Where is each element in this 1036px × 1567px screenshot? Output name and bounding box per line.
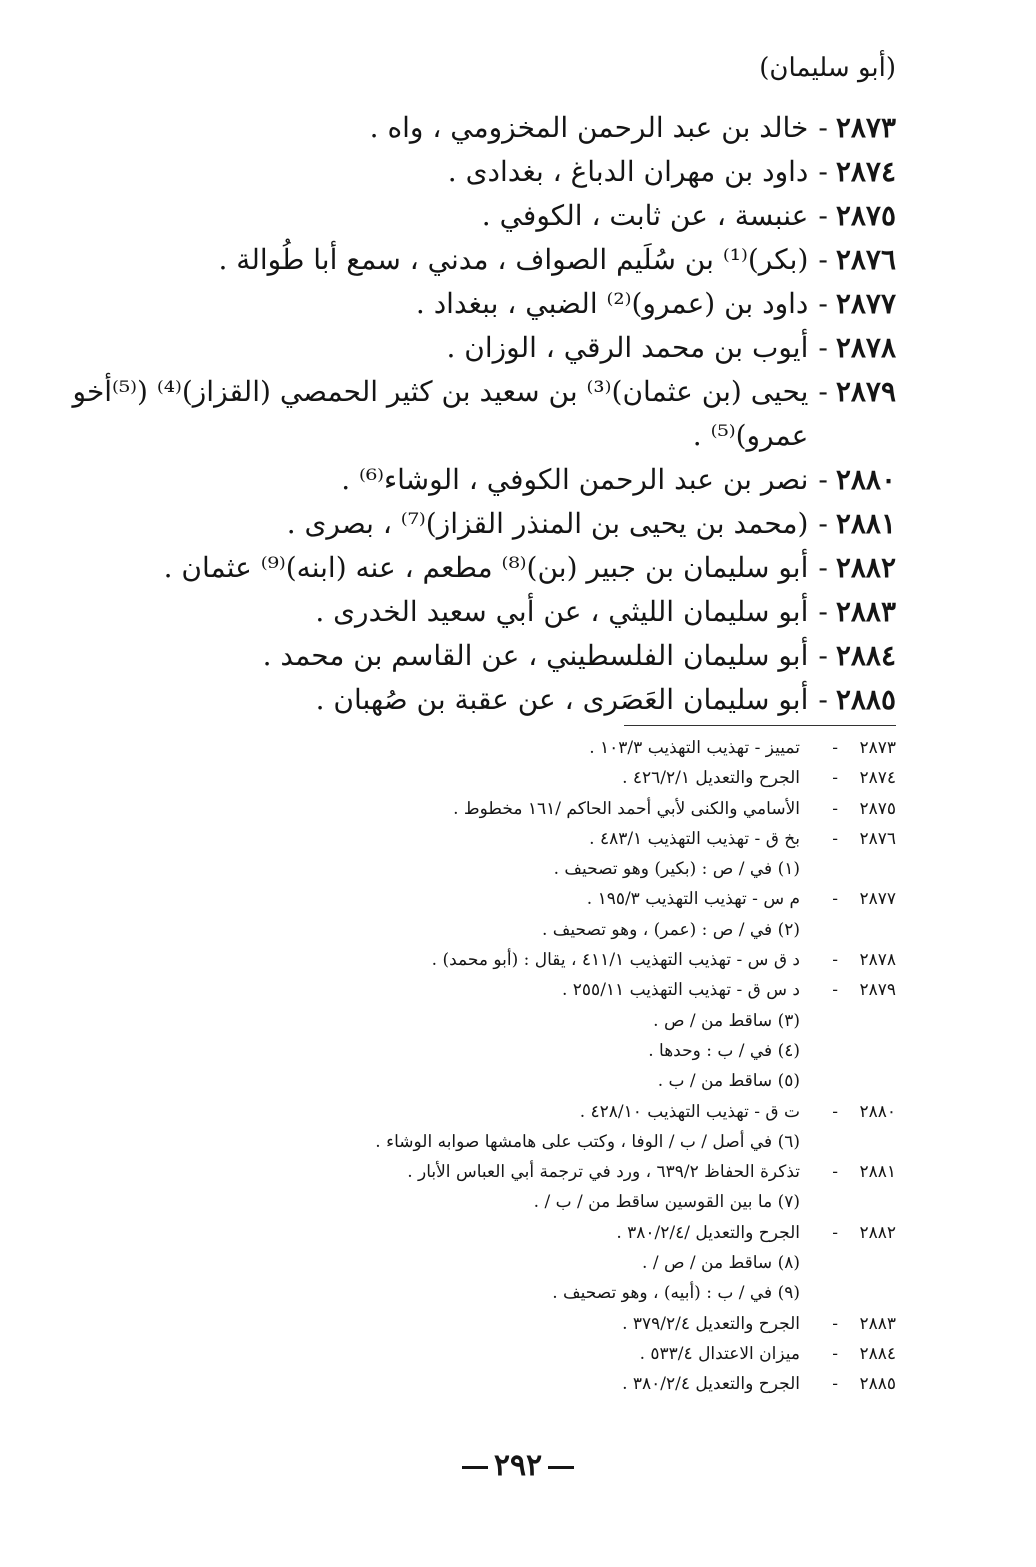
reference-note — [136, 1097, 896, 1127]
footnote-text: (٦) في أصل / ب / الوفا ، وكتب على هامشها صوابه الوشاء . — [375, 1131, 800, 1152]
note-number: ٢٨٨٤ — [859, 1343, 896, 1364]
note-text: تمييز - تهذيب التهذيب ١٠٣/٣ . — [589, 738, 800, 758]
note-dash: - — [832, 1101, 838, 1122]
footnote-text: (٣) ساقط من / ص . — [653, 1010, 800, 1031]
entry-number: ٢٨٧٤ — [835, 155, 896, 188]
footnote — [136, 1036, 896, 1066]
note-dash: - — [832, 1162, 838, 1183]
note-dash: - — [832, 1343, 838, 1364]
note-number: ٢٨٨٥ — [859, 1374, 896, 1395]
reference-note — [136, 794, 896, 824]
note-text: الجرح والتعديل /٣٨٠/٢/٤ . — [616, 1222, 800, 1243]
note-dash: - — [832, 1313, 838, 1334]
entry — [36, 282, 896, 326]
entry-number: ٢٨٧٥ — [835, 199, 896, 232]
entry-text: أيوب بن محمد الرقي ، الوزان . — [446, 331, 809, 364]
reference-note — [136, 884, 896, 914]
reference-note — [136, 1218, 896, 1248]
reference-note — [136, 1309, 896, 1339]
footnote — [136, 1066, 896, 1096]
reference-note — [136, 824, 896, 854]
footnote-text: (٢) في / ص : (عمر) ، وهو تصحيف . — [542, 919, 800, 940]
footnote-text: (١) في / ص : (بكير) وهو تصحيف . — [553, 859, 800, 880]
entry — [36, 106, 896, 150]
entry — [36, 150, 896, 194]
footnote — [136, 1006, 896, 1036]
entry — [36, 590, 896, 634]
entry-text: يحيى (بن عثمان)⁽³⁾ بن سعيد بن كثير الحمصي (القزاز)⁽⁴⁾ (⁽⁵⁾أخو عمرو)⁽⁵⁾ . — [72, 375, 809, 452]
note-text: ميزان الاعتدال ٥٣٣/٤ . — [639, 1343, 800, 1364]
entry-text: خالد بن عبد الرحمن المخزومي ، واه . — [369, 111, 809, 144]
entry-text: أبو سليمان الفلسطيني ، عن القاسم بن محمد . — [262, 639, 809, 672]
footnotes — [136, 733, 896, 1400]
footnote-text: (٤) في / ب : وحدها . — [648, 1040, 800, 1061]
note-number: ٢٨٨٠ — [859, 1101, 896, 1122]
note-dash: - — [832, 950, 838, 971]
entry-text: نصر بن عبد الرحمن الكوفي ، الوشاء⁽⁶⁾ . — [341, 463, 809, 496]
entry-text: داود بن (عمرو)⁽²⁾ الضبي ، ببغداد . — [415, 287, 809, 320]
note-text: ت ق - تهذيب التهذيب ٤٢٨/١٠ . — [579, 1101, 800, 1122]
entry-dash: - — [818, 683, 828, 716]
entry-text: عنبسة ، عن ثابت ، الكوفي . — [481, 199, 809, 232]
entry — [36, 634, 896, 678]
note-text: الجرح والتعديل ٣٧٩/٢/٤ . — [622, 1313, 800, 1334]
footnote-separator — [624, 725, 896, 726]
note-number: ٢٨٨٣ — [859, 1313, 896, 1334]
entry-number: ٢٨٨٤ — [835, 639, 896, 672]
note-dash: - — [832, 980, 838, 1001]
reference-note — [136, 733, 896, 763]
page-number-text: ٢٩٢ — [493, 1448, 543, 1483]
note-number: ٢٨٨٢ — [859, 1222, 896, 1243]
entries-list — [36, 106, 896, 722]
note-dash: - — [832, 1222, 838, 1243]
note-number: ٢٨٧٤ — [859, 768, 896, 789]
page-number — [0, 1446, 1036, 1486]
note-text: الأسامي والكنى لأبي أحمد الحاكم /١٦١ مخطوط . — [453, 798, 800, 819]
page-number-dash — [462, 1466, 488, 1469]
entry-dash: - — [818, 331, 828, 364]
entry — [36, 326, 896, 370]
note-dash: - — [832, 889, 838, 910]
entry-text: أبو سليمان الليثي ، عن أبي سعيد الخدرى . — [315, 595, 809, 628]
entry-text: (بكر)⁽¹⁾ بن سُلَيم الصواف ، مدني ، سمع أبا طُوالة . — [218, 243, 809, 276]
entry-dash: - — [818, 507, 828, 540]
entry-number: ٢٨٧٧ — [835, 287, 896, 320]
entry-dash: - — [818, 199, 828, 232]
footnote-text: (٩) في / ب : (أبيه) ، وهو تصحيف . — [552, 1283, 800, 1304]
entry-dash: - — [818, 595, 828, 628]
entry-number: ٢٨٧٨ — [835, 331, 896, 364]
reference-note — [136, 1369, 896, 1399]
note-number: ٢٨٧٩ — [859, 980, 896, 1001]
entry — [36, 238, 896, 282]
entry — [36, 194, 896, 238]
footnote — [136, 1187, 896, 1217]
note-dash: - — [832, 828, 838, 849]
note-text: تذكرة الحفاظ ٦٣٩/٢ ، ورد في ترجمة أبي العباس الأبار . — [407, 1162, 800, 1183]
entry — [36, 370, 896, 458]
entry-number: ٢٨٨٢ — [835, 551, 896, 584]
note-dash: - — [832, 768, 838, 789]
entry-number: ٢٨٨٣ — [835, 595, 896, 628]
note-number: ٢٨٧٣ — [859, 738, 896, 758]
entry-number: ٢٨٨٠ — [835, 463, 896, 496]
entry-dash: - — [818, 287, 828, 320]
note-dash: - — [832, 1374, 838, 1395]
running-head: (أبو سليمان) — [759, 53, 896, 83]
footnote — [136, 1248, 896, 1278]
note-text: د س ق - تهذيب التهذيب ٢٥٥/١١ . — [561, 980, 800, 1001]
reference-note — [136, 975, 896, 1005]
entry-dash: - — [818, 243, 828, 276]
entry-dash: - — [818, 111, 828, 144]
entry-dash: - — [818, 463, 828, 496]
entry — [36, 502, 896, 546]
entry — [36, 678, 896, 722]
entry — [36, 458, 896, 502]
note-text: الجرح والتعديل ٣٨٠/٢/٤ . — [622, 1374, 800, 1395]
reference-note — [136, 945, 896, 975]
entry-dash: - — [818, 375, 828, 408]
entry-text: أبو سليمان بن جبير (بن)⁽⁸⁾ مطعم ، عنه (ابنه)⁽⁹⁾ عثمان . — [163, 551, 809, 584]
entry-dash: - — [818, 155, 828, 188]
entry-number: ٢٨٧٦ — [835, 243, 896, 276]
entry-number: ٢٨٧٩ — [835, 375, 896, 408]
note-number: ٢٨٧٥ — [859, 798, 896, 819]
footnote-text: (٨) ساقط من / ص / . — [642, 1253, 800, 1274]
entry-number: ٢٨٨٥ — [835, 683, 896, 716]
footnote-text: (٥) ساقط من / ب . — [657, 1071, 800, 1092]
entry-number: ٢٨٧٣ — [835, 111, 896, 144]
note-dash: - — [832, 738, 838, 758]
entry-text: داود بن مهران الدباغ ، بغدادى . — [447, 155, 809, 188]
entry-dash: - — [818, 639, 828, 672]
entry — [36, 546, 896, 590]
entry-dash: - — [818, 551, 828, 584]
note-dash: - — [832, 798, 838, 819]
note-number: ٢٨٧٦ — [859, 828, 896, 849]
note-text: الجرح والتعديل ٤٢٦/٢/١ . — [622, 768, 800, 789]
entry-text: (محمد بن يحيى بن المنذر القزاز)⁽⁷⁾ ، بصرى . — [286, 507, 809, 540]
note-text: بخ ق - تهذيب التهذيب ٤٨٣/١ . — [589, 828, 800, 849]
note-text: د ق س - تهذيب التهذيب ٤١١/١ ، يقال : (أبو محمد) . — [431, 950, 800, 971]
note-number: ٢٨٧٧ — [859, 889, 896, 910]
footnote — [136, 1278, 896, 1308]
reference-note — [136, 1157, 896, 1187]
footnote — [136, 854, 896, 884]
entry-text: أبو سليمان العَصَرى ، عن عقبة بن صُهبان . — [315, 683, 809, 716]
entry-number: ٢٨٨١ — [835, 507, 896, 540]
note-number: ٢٨٨١ — [859, 1162, 896, 1183]
footnote — [136, 1127, 896, 1157]
footnote-text: (٧) ما بين القوسين ساقط من / ب / . — [533, 1192, 800, 1213]
note-number: ٢٨٧٨ — [859, 950, 896, 971]
reference-note — [136, 763, 896, 793]
reference-note — [136, 1339, 896, 1369]
footnote — [136, 915, 896, 945]
page-number-dash — [548, 1466, 574, 1469]
note-text: م س - تهذيب التهذيب ١٩٥/٣ . — [586, 889, 800, 910]
